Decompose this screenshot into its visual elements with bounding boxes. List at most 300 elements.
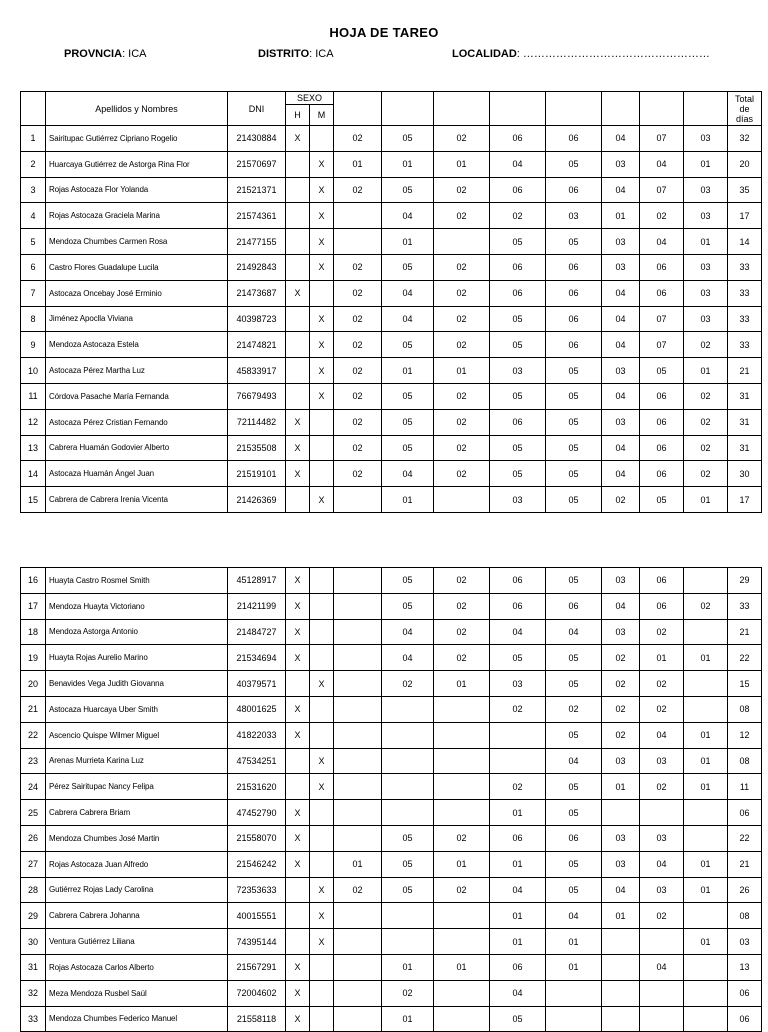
row-sex-m [310,645,334,671]
table-body-2 [21,568,762,1032]
header-day [434,92,490,126]
row-dni: 47452790 [228,800,286,826]
row-dni: 21430884 [228,126,286,152]
row-day-value [640,800,684,826]
row-day-value [640,980,684,1006]
row-sex-m [310,954,334,980]
row-day-value: 06 [640,435,684,461]
row-sex-h: X [286,800,310,826]
row-day-value: 05 [490,435,546,461]
row-day-value [334,229,382,255]
row-day-value: 02 [434,177,490,203]
row-sex-h: X [286,619,310,645]
row-day-value: 05 [490,332,546,358]
row-dni: 45128917 [228,568,286,594]
row-total: 32 [728,126,762,152]
row-total: 06 [728,1006,762,1032]
row-name: Rojas Astocaza Carlos Alberto [46,954,228,980]
row-dni: 72353633 [228,877,286,903]
row-name: Astocaza Huarcaya Uber Smith [46,696,228,722]
row-name: Rojas Astocaza Graciela Marina [46,203,228,229]
header-name: Apellidos y Nombres [46,92,228,126]
row-day-value: 06 [546,825,602,851]
row-number: 18 [21,619,46,645]
row-day-value: 02 [434,645,490,671]
header-day [490,92,546,126]
row-day-value: 01 [434,851,490,877]
row-total: 11 [728,774,762,800]
localidad-label: LOCALIDAD [452,48,517,60]
row-total: 22 [728,645,762,671]
row-name: Mendoza Huayta Victoriano [46,593,228,619]
header-sexo: SEXO [286,92,334,105]
row-total: 21 [728,358,762,384]
row-day-value: 01 [334,851,382,877]
row-number: 29 [21,903,46,929]
header-day [684,92,728,126]
row-day-value [434,229,490,255]
row-sex-m: X [310,903,334,929]
table-row [21,877,762,903]
table-row [21,126,762,152]
row-day-value: 01 [684,877,728,903]
row-day-value [490,722,546,748]
row-day-value [382,748,434,774]
row-day-value: 01 [382,358,434,384]
row-total: 13 [728,954,762,980]
row-number: 6 [21,254,46,280]
row-day-value: 02 [334,332,382,358]
row-dni: 40015551 [228,903,286,929]
localidad-value: : …………………………………………… [516,48,710,60]
row-day-value [434,748,490,774]
row-day-value: 02 [684,332,728,358]
row-number: 31 [21,954,46,980]
row-number: 11 [21,383,46,409]
row-total: 21 [728,619,762,645]
row-dni: 21477155 [228,229,286,255]
row-total: 35 [728,177,762,203]
row-total: 29 [728,568,762,594]
row-day-value: 05 [640,358,684,384]
row-name: Rojas Astocaza Juan Alfredo [46,851,228,877]
row-sex-h [286,203,310,229]
row-day-value: 03 [602,851,640,877]
row-day-value: 03 [602,151,640,177]
row-number: 24 [21,774,46,800]
row-total: 20 [728,151,762,177]
row-day-value: 04 [602,461,640,487]
row-total: 33 [728,332,762,358]
row-day-value: 03 [640,877,684,903]
row-day-value: 05 [382,409,434,435]
row-day-value: 05 [546,151,602,177]
row-day-value: 01 [684,645,728,671]
row-name: Mendoza Chumbes Federico Manuel [46,1006,228,1032]
row-day-value: 02 [334,126,382,152]
row-day-value: 05 [382,332,434,358]
row-day-value: 04 [640,954,684,980]
table-row [21,383,762,409]
row-day-value: 02 [334,358,382,384]
row-day-value: 01 [602,903,640,929]
row-name: Astocaza Oncebay José Erminio [46,280,228,306]
row-name: Huarcaya Gutiérrez de Astorga Rina Flor [46,151,228,177]
row-day-value: 02 [490,696,546,722]
row-sex-h: X [286,696,310,722]
row-day-value: 05 [490,645,546,671]
row-day-value: 02 [434,280,490,306]
row-name: Cabrera de Cabrera Irenia Vicenta [46,487,228,513]
row-day-value [546,1006,602,1032]
row-sex-h: X [286,568,310,594]
row-sex-m: X [310,774,334,800]
row-day-value: 02 [490,774,546,800]
row-day-value: 04 [546,748,602,774]
row-day-value: 01 [684,748,728,774]
row-day-value: 01 [602,203,640,229]
row-sex-h: X [286,126,310,152]
row-dni: 21574361 [228,203,286,229]
row-day-value [602,954,640,980]
provincia-value: : ICA [122,48,147,60]
row-number: 28 [21,877,46,903]
row-number: 9 [21,332,46,358]
row-day-value: 05 [382,593,434,619]
table-row [21,903,762,929]
table-row [21,825,762,851]
row-day-value [334,645,382,671]
row-name: Ventura Gutiérrez Liliana [46,929,228,955]
row-name: Cabrera Huamán Godovier Alberto [46,435,228,461]
row-name: Ascencio Quispe Wilmer Miguel [46,722,228,748]
row-day-value: 04 [382,619,434,645]
row-day-value [434,980,490,1006]
row-sex-h: X [286,280,310,306]
row-total: 21 [728,851,762,877]
row-name: Huayta Castro Rosmel Smith [46,568,228,594]
row-day-value: 02 [382,980,434,1006]
row-day-value: 05 [490,306,546,332]
row-total: 31 [728,409,762,435]
distrito-field [258,48,334,60]
row-day-value: 01 [434,358,490,384]
row-day-value [640,1006,684,1032]
row-day-value: 01 [684,851,728,877]
row-day-value: 06 [490,568,546,594]
row-day-value [490,748,546,774]
row-day-value: 06 [640,593,684,619]
row-total: 22 [728,825,762,851]
row-day-value: 04 [602,383,640,409]
table-row [21,954,762,980]
row-number: 3 [21,177,46,203]
row-day-value: 03 [602,748,640,774]
row-dni: 40398723 [228,306,286,332]
row-total: 08 [728,696,762,722]
row-day-value: 03 [640,825,684,851]
header-day [546,92,602,126]
row-number: 27 [21,851,46,877]
row-day-value: 03 [684,203,728,229]
row-day-value: 05 [546,229,602,255]
row-day-value: 01 [434,954,490,980]
header-number [21,92,46,126]
row-day-value: 04 [602,332,640,358]
row-day-value: 04 [602,877,640,903]
row-day-value: 06 [490,954,546,980]
row-day-value [334,774,382,800]
row-name: Mendoza Astorga Antonio [46,619,228,645]
row-day-value: 03 [602,409,640,435]
row-day-value: 01 [684,774,728,800]
row-sex-h [286,877,310,903]
row-sex-h: X [286,1006,310,1032]
row-number: 19 [21,645,46,671]
header-total-line: días [736,113,754,124]
row-day-value: 02 [640,671,684,697]
row-day-value: 07 [640,177,684,203]
distrito-value: : ICA [309,48,334,60]
row-sex-m: X [310,306,334,332]
row-day-value: 06 [490,593,546,619]
row-dni: 21535508 [228,435,286,461]
row-day-value: 06 [546,177,602,203]
row-dni: 21558070 [228,825,286,851]
row-sex-m: X [310,203,334,229]
row-sex-m: X [310,332,334,358]
row-day-value: 01 [382,954,434,980]
row-name: Pérez Sairitupac Nancy Felipa [46,774,228,800]
row-dni: 21474821 [228,332,286,358]
row-day-value: 02 [684,461,728,487]
row-sex-m [310,619,334,645]
row-day-value: 04 [490,151,546,177]
row-day-value: 02 [434,619,490,645]
row-day-value [334,487,382,513]
row-day-value: 02 [684,409,728,435]
row-number: 33 [21,1006,46,1032]
row-sex-h: X [286,722,310,748]
row-day-value: 01 [490,929,546,955]
table-row [21,461,762,487]
row-day-value: 06 [490,825,546,851]
attendance-table-2 [20,567,762,1032]
row-day-value [334,980,382,1006]
header-total-line: de [739,103,750,114]
row-sex-h [286,151,310,177]
row-sex-h [286,903,310,929]
row-day-value [382,929,434,955]
row-day-value: 03 [490,487,546,513]
row-dni: 74395144 [228,929,286,955]
row-day-value: 02 [334,461,382,487]
row-sex-h [286,383,310,409]
row-day-value: 04 [602,435,640,461]
row-day-value: 06 [640,461,684,487]
row-dni: 21519101 [228,461,286,487]
row-day-value: 04 [602,306,640,332]
row-day-value [382,800,434,826]
table-row [21,671,762,697]
row-day-value [602,1006,640,1032]
row-day-value: 01 [684,722,728,748]
row-day-value: 04 [602,126,640,152]
row-day-value [684,671,728,697]
row-sex-m [310,980,334,1006]
row-sex-h [286,332,310,358]
table-row [21,696,762,722]
row-day-value: 05 [546,722,602,748]
table-row [21,435,762,461]
row-name: Astocaza Pérez Martha Luz [46,358,228,384]
row-day-value [382,722,434,748]
row-number: 15 [21,487,46,513]
row-name: Cabrera Cabrera Briam [46,800,228,826]
row-day-value: 01 [640,645,684,671]
row-day-value [434,800,490,826]
row-day-value: 04 [490,619,546,645]
row-number: 26 [21,825,46,851]
row-day-value: 02 [434,435,490,461]
row-number: 20 [21,671,46,697]
row-day-value: 02 [684,435,728,461]
row-day-value: 05 [382,568,434,594]
row-dni: 21534694 [228,645,286,671]
row-day-value: 05 [640,487,684,513]
table-row [21,487,762,513]
row-sex-h [286,254,310,280]
row-sex-m [310,825,334,851]
row-day-value: 02 [434,593,490,619]
row-sex-h: X [286,825,310,851]
row-dni: 21570697 [228,151,286,177]
row-dni: 41822033 [228,722,286,748]
row-total: 33 [728,593,762,619]
row-total: 31 [728,435,762,461]
row-day-value [334,203,382,229]
attendance-table-1 [20,91,762,513]
row-number: 1 [21,126,46,152]
row-day-value [334,825,382,851]
row-day-value: 02 [602,722,640,748]
row-day-value [334,929,382,955]
row-day-value: 06 [490,177,546,203]
row-day-value: 04 [602,177,640,203]
row-day-value: 04 [640,151,684,177]
row-day-value: 05 [546,461,602,487]
row-name: Huayta Rojas Aurelio Marino [46,645,228,671]
row-day-value: 01 [334,151,382,177]
row-day-value: 06 [640,280,684,306]
row-day-value: 06 [546,332,602,358]
row-number: 13 [21,435,46,461]
row-day-value: 02 [434,306,490,332]
row-day-value: 02 [434,254,490,280]
row-sex-h: X [286,851,310,877]
row-name: Benavides Vega Judith Giovanna [46,671,228,697]
row-number: 32 [21,980,46,1006]
header-total-line: Total [735,93,755,104]
row-day-value [382,774,434,800]
row-day-value: 02 [434,461,490,487]
row-day-value: 02 [640,774,684,800]
row-day-value: 02 [334,280,382,306]
row-dni: 48001625 [228,696,286,722]
row-name: Mendoza Astocaza Estela [46,332,228,358]
table-row [21,358,762,384]
row-day-value: 06 [546,593,602,619]
row-day-value: 02 [434,877,490,903]
row-day-value: 04 [640,851,684,877]
table-row [21,1006,762,1032]
row-dni: 72004602 [228,980,286,1006]
row-sex-m: X [310,383,334,409]
row-day-value: 02 [434,568,490,594]
row-day-value: 05 [490,461,546,487]
row-day-value: 05 [382,825,434,851]
row-total: 33 [728,306,762,332]
row-sex-m: X [310,671,334,697]
row-total: 17 [728,203,762,229]
row-day-value [334,696,382,722]
row-dni: 21531620 [228,774,286,800]
row-day-value: 02 [434,825,490,851]
row-day-value: 01 [434,151,490,177]
row-total: 06 [728,800,762,826]
row-day-value: 02 [334,435,382,461]
row-day-value: 02 [546,696,602,722]
row-day-value: 03 [546,203,602,229]
row-day-value [334,903,382,929]
row-name: Jiménez Apoclla Viviana [46,306,228,332]
row-sex-m [310,435,334,461]
row-day-value: 05 [490,229,546,255]
row-day-value: 04 [602,280,640,306]
row-dni: 21421199 [228,593,286,619]
row-number: 5 [21,229,46,255]
row-sex-h: X [286,645,310,671]
row-day-value: 02 [334,877,382,903]
row-day-value: 02 [640,696,684,722]
row-day-value: 02 [434,409,490,435]
row-day-value: 06 [640,409,684,435]
row-day-value: 01 [684,487,728,513]
row-day-value: 05 [546,358,602,384]
row-day-value: 06 [490,126,546,152]
row-day-value: 04 [640,722,684,748]
row-day-value: 04 [602,593,640,619]
row-total: 30 [728,461,762,487]
row-total: 33 [728,280,762,306]
row-day-value: 05 [546,800,602,826]
row-sex-m [310,409,334,435]
row-number: 4 [21,203,46,229]
row-name: Rojas Astocaza Flor Yolanda [46,177,228,203]
row-number: 23 [21,748,46,774]
row-day-value: 02 [334,306,382,332]
row-sex-m: X [310,487,334,513]
document-title: HOJA DE TAREO [329,25,439,40]
row-day-value: 03 [684,126,728,152]
row-sex-h [286,177,310,203]
row-day-value: 02 [434,126,490,152]
row-dni: 21473687 [228,280,286,306]
provincia-label: PROVNCIA [64,48,123,60]
row-sex-m [310,593,334,619]
row-day-value: 05 [546,645,602,671]
row-sex-m: X [310,254,334,280]
